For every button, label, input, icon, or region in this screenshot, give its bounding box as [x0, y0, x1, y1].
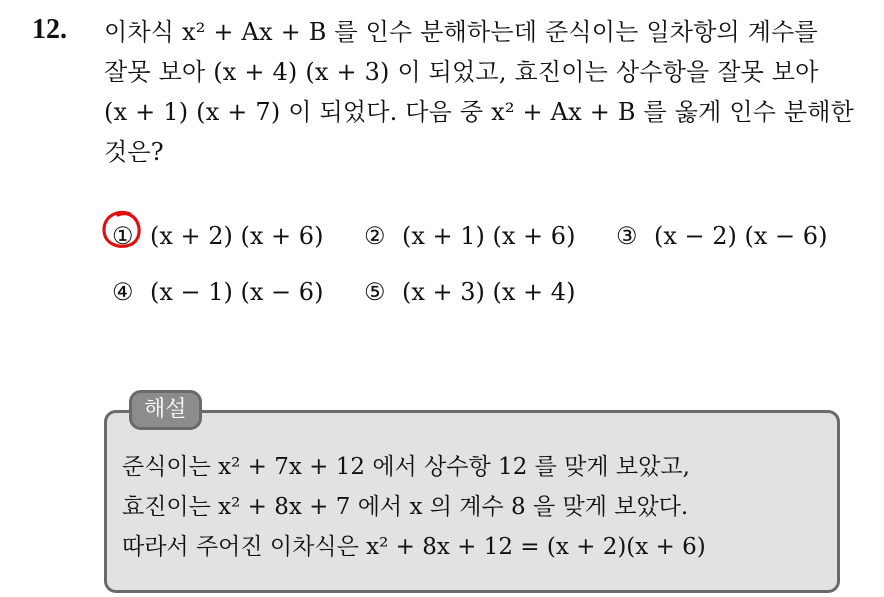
question-line-3: (x + 1) (x + 7) 이 되었다. 다음 중 x² + Ax + B 를 옳게 인수 분해한: [104, 98, 855, 126]
solution-line-1: 준식이는 x² + 7x + 12 에서 상수항 12 를 맞게 보았고,: [122, 454, 690, 480]
solution-tag: 해설: [129, 390, 202, 430]
question-line-4: 것은?: [104, 138, 164, 166]
choice-4-mark: ④: [112, 278, 134, 306]
choice-5-mark: ⑤: [364, 278, 386, 306]
choice-2-text: (x + 1) (x + 6): [402, 222, 576, 250]
choice-4[interactable]: [112, 278, 323, 306]
choice-5[interactable]: [364, 278, 575, 306]
problem-number: 12.: [32, 14, 67, 45]
solution-line-2: 효진이는 x² + 8x + 7 에서 x 의 계수 8 을 맞게 보았다.: [122, 494, 689, 520]
solution-line-3: 따라서 주어진 이차식은 x² + 8x + 12 = (x + 2)(x + 6): [122, 534, 706, 560]
choice-3[interactable]: [616, 222, 827, 250]
choice-3-text: (x − 2) (x − 6): [654, 222, 828, 250]
choice-1-mark: ①: [112, 222, 134, 250]
choice-1[interactable]: [112, 222, 323, 250]
choice-3-mark: ③: [616, 222, 638, 250]
question-line-2: 잘못 보아 (x + 4) (x + 3) 이 되었고, 효진이는 상수항을 잘못 보아: [104, 58, 819, 86]
choice-2[interactable]: [364, 222, 575, 250]
choice-1-text: (x + 2) (x + 6): [150, 222, 324, 250]
choice-2-mark: ②: [364, 222, 386, 250]
choice-4-text: (x − 1) (x − 6): [150, 278, 324, 306]
choice-5-text: (x + 3) (x + 4): [402, 278, 576, 306]
question-line-1: 이차식 x² + Ax + B 를 인수 분해하는데 준식이는 일차항의 계수를: [104, 18, 818, 46]
